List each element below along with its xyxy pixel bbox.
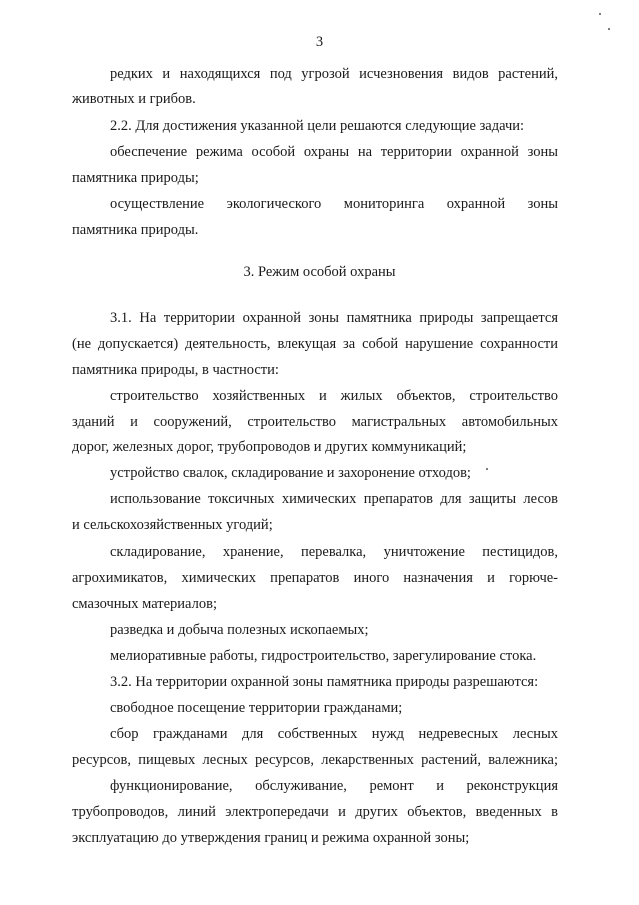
text-line: свободное посещение территории гражданами; [110, 700, 403, 716]
scan-speck [608, 28, 610, 30]
text-line: строительство хозяйственных и жилых объектов, строительство [110, 388, 558, 404]
text-line: ресурсов, пищевых лесных ресурсов, лекарственных растений, валежника; [72, 752, 558, 768]
text-line: эксплуатацию до утверждения границ и режима охранной зоны; [72, 830, 470, 846]
text-line: (не допускается) деятельность, влекущая за собой нарушение сохранности [72, 336, 558, 352]
text-line: 3.1. На территории охранной зоны памятника природы запрещается [110, 310, 558, 326]
text-line: обеспечение режима особой охраны на территории охранной зоны [110, 144, 558, 160]
text-line: памятника природы; [72, 170, 199, 186]
text-line: использование токсичных химических препаратов для защиты лесов [110, 491, 558, 507]
text-line: 3.2. На территории охранной зоны памятника природы разрешаются: [110, 674, 539, 690]
scan-speck [599, 13, 601, 15]
text-line: устройство свалок, складирование и захоронение отходов; [110, 465, 471, 481]
text-line: памятника природы, в частности: [72, 362, 279, 378]
text-line: 2.2. Для достижения указанной цели решаются следующие задачи: [110, 118, 525, 134]
scan-speck [486, 468, 488, 470]
text-line: функционирование, обслуживание, ремонт и реконструкция [110, 778, 558, 794]
text-line: осуществление экологического мониторинга охранной зоны [110, 196, 558, 212]
page-number: 3 [315, 34, 324, 50]
text-line: дорог, железных дорог, трубопроводов и других коммуникаций; [72, 439, 467, 455]
text-line: редких и находящихся под угрозой исчезновения видов растений, [110, 66, 558, 82]
text-line: зданий и сооружений, строительство магистральных автомобильных [72, 414, 558, 430]
text-line: трубопроводов, линий электропередачи и других объектов, введенных в [72, 804, 558, 820]
text-line: разведка и добыча полезных ископаемых; [110, 622, 369, 638]
text-line: животных и грибов. [72, 91, 196, 107]
text-line: памятника природы. [72, 222, 199, 238]
text-line: агрохимикатов, химических препаратов иного назначения и горюче- [72, 570, 558, 586]
text-line: складирование, хранение, перевалка, уничтожение пестицидов, [110, 544, 558, 560]
section-heading: 3. Режим особой охраны [243, 264, 396, 280]
text-line: сбор гражданами для собственных нужд недревесных лесных [110, 726, 558, 742]
text-line: мелиоративные работы, гидростроительство, зарегулирование стока. [110, 648, 537, 664]
text-line: смазочных материалов; [72, 596, 217, 612]
text-line: и сельскохозяйственных угодий; [72, 517, 273, 533]
